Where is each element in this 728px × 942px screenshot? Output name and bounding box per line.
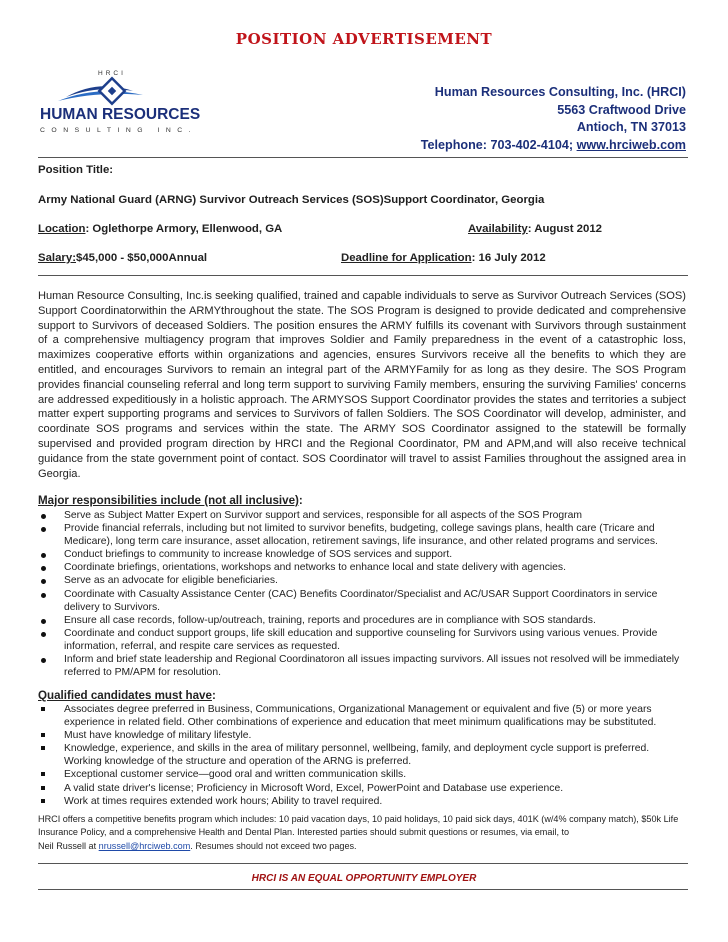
responsibilities-heading: Major responsibilities include (not all inclusive): <box>38 494 303 507</box>
list-item: Conduct briefings to community to increase knowledge of SOS services and support. <box>38 548 686 561</box>
list-item: Must have knowledge of military lifestyle. <box>38 729 686 742</box>
intro-paragraph: Human Resource Consulting, Inc.is seeking qualified, trained and capable individuals to serve as Survivor Outreach Services (SOS) Support Coordinatorwithin the ARMYthroughout the state. The SOS Program is designed to provide dedicated and comprehensive support to Survivors of deceased Soldiers. The position ensures the ARMY fulfills its covenant with Survivors through sustainment of a comprehensive multiagency program that improves Soldier and Family preparedness in the event of a catastrophic loss, maximizes cooperative efforts within organizations and agencies, ensures Survivors receive all the benefits to which they are entitled, and encourages Survivors to remain an integral part of the ARMYFamily for as long as they desire. The SOS Program provides financial counseling referral and long term support to surviving Family members, ensuring the surviving Families' concerns are addressed expeditiously in a holistic approach. The ARMYSOS Support Coordinator provides the states and territories a subject matter expert supporting programs and services to Survivors of fallen Soldiers. The SOS Coordinator will develop, administer, and coordinate SOS programs and services within the state. The ARMY SOS Coordinator assigned to the statewill be formally supervised and provided program direction by HRCI and the Regional Coordinator, PM and APM,and will also receive technical guidance from the state government point of contact. SOS Coordinator will travel to assist Families throughout the assigned area in Georgia. <box>38 290 686 480</box>
divider <box>38 275 688 276</box>
list-item: Coordinate briefings, orientations, workshops and networks to enhance local and state delivery with agencies. <box>38 561 686 574</box>
contact-suffix: . Resumes should not exceed two pages. <box>190 840 357 851</box>
divider <box>38 889 688 890</box>
list-item: Coordinate with Casualty Assistance Center (CAC) Benefits Coordinator/Specialist and AC/USAR Support Coordinators in service delivery to Survivors. <box>38 588 686 614</box>
list-item: Serve as Subject Matter Expert on Survivor support and services, responsible for all aspects of the SOS Program <box>38 509 686 522</box>
location-label: Location <box>38 223 86 235</box>
divider <box>38 157 688 158</box>
website-link[interactable]: www.hrciweb.com <box>576 137 686 152</box>
company-street: 5563 Craftwood Drive <box>557 102 686 117</box>
list-item: A valid state driver's license; Proficiency in Microsoft Word, Excel, PowerPoint and Database use experience. <box>38 782 686 795</box>
company-contact <box>326 137 686 155</box>
logo-graphic <box>38 65 208 137</box>
eeo-footer: HRCI IS AN EQUAL OPPORTUNITY EMPLOYER <box>251 873 477 884</box>
benefits-paragraph <box>38 813 688 853</box>
availability-label: Availability <box>468 223 528 235</box>
list-item: Work at times requires extended work hours; Ability to travel required. <box>38 795 686 808</box>
responsibilities-list <box>38 509 686 679</box>
list-item: Exceptional customer service—good oral and written communication skills. <box>38 768 686 781</box>
company-name: Human Resources Consulting, Inc. (HRCI) <box>434 85 686 99</box>
page-title: POSITION ADVERTISEMENT <box>235 30 493 48</box>
logo-top-text: HRCI <box>98 70 126 77</box>
salary-label: Salary: <box>38 252 76 264</box>
company-address <box>326 84 686 154</box>
list-item: Ensure all case records, follow-up/outreach, training, reports and procedures are in compliance with SOS standards. <box>38 614 686 627</box>
contact-prefix: Neil Russell at <box>38 840 99 851</box>
list-item: Provide financial referrals, including but not limited to survivor benefits, budgeting, college savings plans, health care (Tricare and Medicare), long term care insurance, asset allocation, retirement savings, life insurance, and other related programs and services. <box>38 522 686 548</box>
position-title-label: Position Title: <box>38 164 114 176</box>
qualifications-list <box>38 703 686 808</box>
divider <box>38 863 688 864</box>
list-item: Inform and brief state leadership and Regional Coordinatoron all issues impacting survivors. All issues not resolved will be immediately referred to PM/APM for resolution. <box>38 653 686 679</box>
qualifications-heading: Qualified candidates must have: <box>38 689 216 702</box>
email-link[interactable]: nrussell@hrciweb.com <box>98 840 191 851</box>
list-item: Knowledge, experience, and skills in the area of military personnel, wellbeing, family, and deployment cycle support is preferred. Working knowledge of the structure and operation of the ARNG is preferred. <box>38 742 686 768</box>
logo-name-line2: CONSULTING INC. <box>40 127 198 134</box>
salary-value: $45,000 - $50,000Annual <box>76 252 208 264</box>
deadline-row <box>341 252 546 264</box>
availability-value: : August 2012 <box>527 223 602 235</box>
hrci-logo <box>38 65 208 137</box>
position-title: Army National Guard (ARNG) Survivor Outreach Services (SOS)Support Coordinator, Georgia <box>38 194 545 206</box>
telephone: Telephone: 703-402-4104; <box>420 137 577 152</box>
deadline-label: Deadline for Application <box>341 252 472 264</box>
location-value: : Oglethorpe Armory, Ellenwood, GA <box>85 223 283 235</box>
availability-row <box>468 223 602 235</box>
list-item: Serve as an advocate for eligible beneficiaries. <box>38 574 686 587</box>
list-item: Coordinate and conduct support groups, life skill education and supportive counseling for Survivors using various venues. Provide information, referral, and respite care services as requested. <box>38 627 686 653</box>
deadline-value: : 16 July 2012 <box>471 252 546 264</box>
list-item: Associates degree preferred in Business, Communications, Organizational Management or equivalent and five (5) or more years experience in related field. Other combinations of experience and education that meet minimum qualifications may be substituted. <box>38 703 686 729</box>
benefits-text: HRCI offers a competitive benefits program which includes: 10 paid vacation days, 10 paid holidays, 10 paid sick days, 401K (w/4% company match), $50k Life Insurance Policy, and a comprehensive Health and Dental Plan. Interested parties should submit questions or resumes, via email, to <box>38 814 679 838</box>
logo-name-line1: HUMAN RESOURCES <box>40 106 201 123</box>
company-city: Antioch, TN 37013 <box>576 120 686 134</box>
